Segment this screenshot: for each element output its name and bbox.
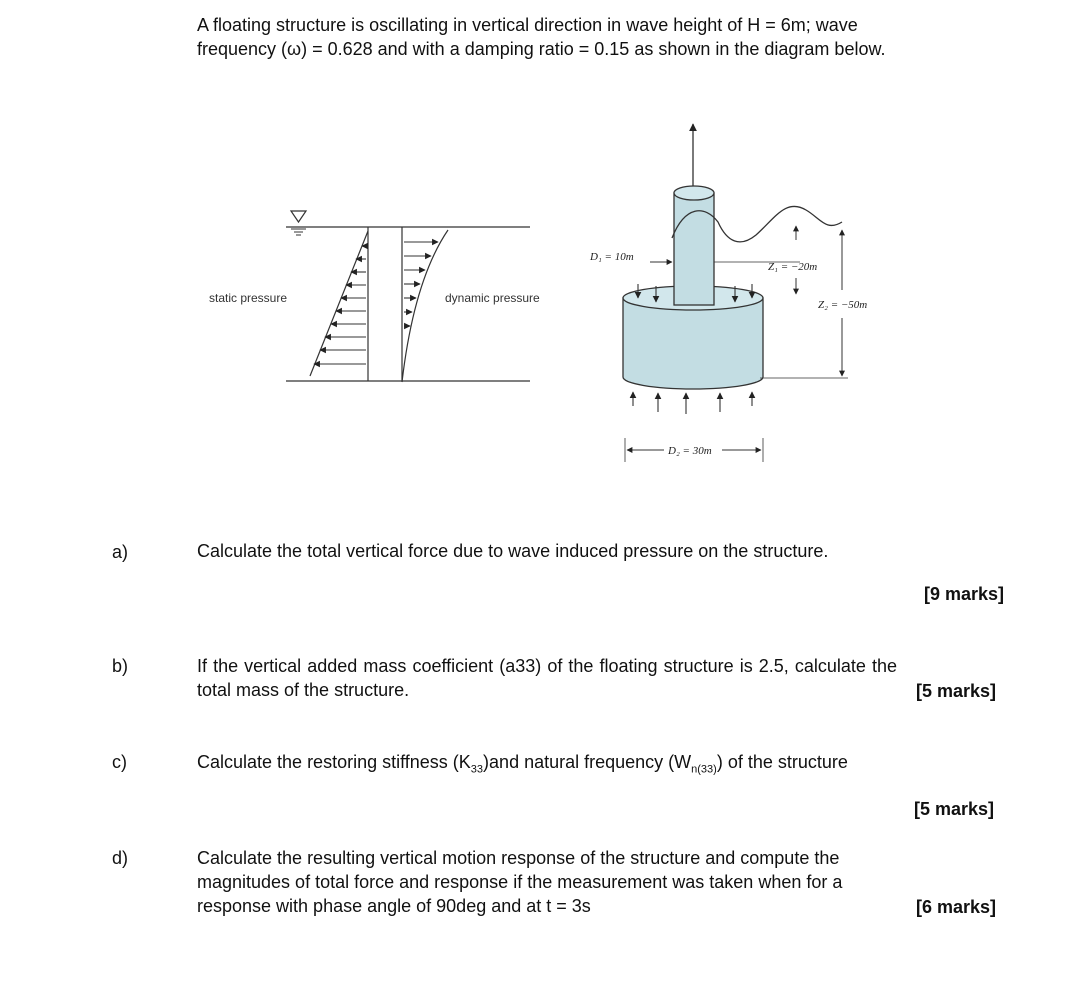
d2-label: D₂ = 30m (668, 445, 712, 457)
question-b-text: If the vertical added mass coefficient (a33) of the floating structure is 2.5, calculate the total mass of the structure. (197, 656, 897, 700)
z2-label: Z₂ = −50m (818, 299, 868, 311)
dynamic-pressure-envelope (402, 230, 448, 382)
column-body (674, 193, 714, 305)
question-a-label: a) (112, 542, 129, 562)
column-top (674, 186, 714, 200)
dynamic-pressure-label: dynamic pressure (445, 291, 540, 305)
wn33-subscript: n(33) (691, 763, 717, 776)
question-c-text (197, 750, 897, 782)
question-c-marks: [5 marks] (914, 799, 995, 819)
question-a-marks: [9 marks] (924, 584, 1005, 604)
question-c-text-post: ) of the structure (716, 752, 848, 772)
question-a-text: Calculate the total vertical force due to wave induced pressure on the structure. (197, 541, 829, 561)
question-b-label: b) (112, 656, 129, 676)
bottom-pressure-arrows (633, 392, 752, 414)
question-c-text-pre: Calculate the restoring stiffness (K (197, 752, 471, 772)
question-c-text-mid: )and natural frequency (W (483, 752, 692, 772)
water-level-icon (291, 211, 306, 235)
question-c-label: c) (112, 752, 127, 772)
z1-label: Z₁ = −20m (768, 261, 818, 273)
static-pressure-envelope (310, 231, 368, 376)
base-cylinder (623, 298, 763, 389)
floating-structure (623, 124, 848, 462)
question-d-label: d) (112, 848, 129, 868)
question-d-marks: [6 marks] (916, 897, 997, 917)
question-b-marks: [5 marks] (916, 681, 997, 701)
static-pressure-label: static pressure (209, 291, 288, 305)
question-d-text: Calculate the resulting vertical motion response of the structure and compute the magnitudes of total force and response if the measurement was taken when for a response with phase angle of 90deg and at t = 3s (197, 848, 843, 916)
dynamic-pressure-arrows (404, 242, 438, 326)
problem-intro: A floating structure is oscillating in vertical direction in wave height of H = 6m; wave frequency (ω) = 0.628 and with a damping ratio = 0.15 as shown in the diagram below. (197, 15, 886, 59)
k33-subscript: 33 (470, 763, 484, 776)
d1-label: D₁ = 10m (590, 251, 634, 263)
